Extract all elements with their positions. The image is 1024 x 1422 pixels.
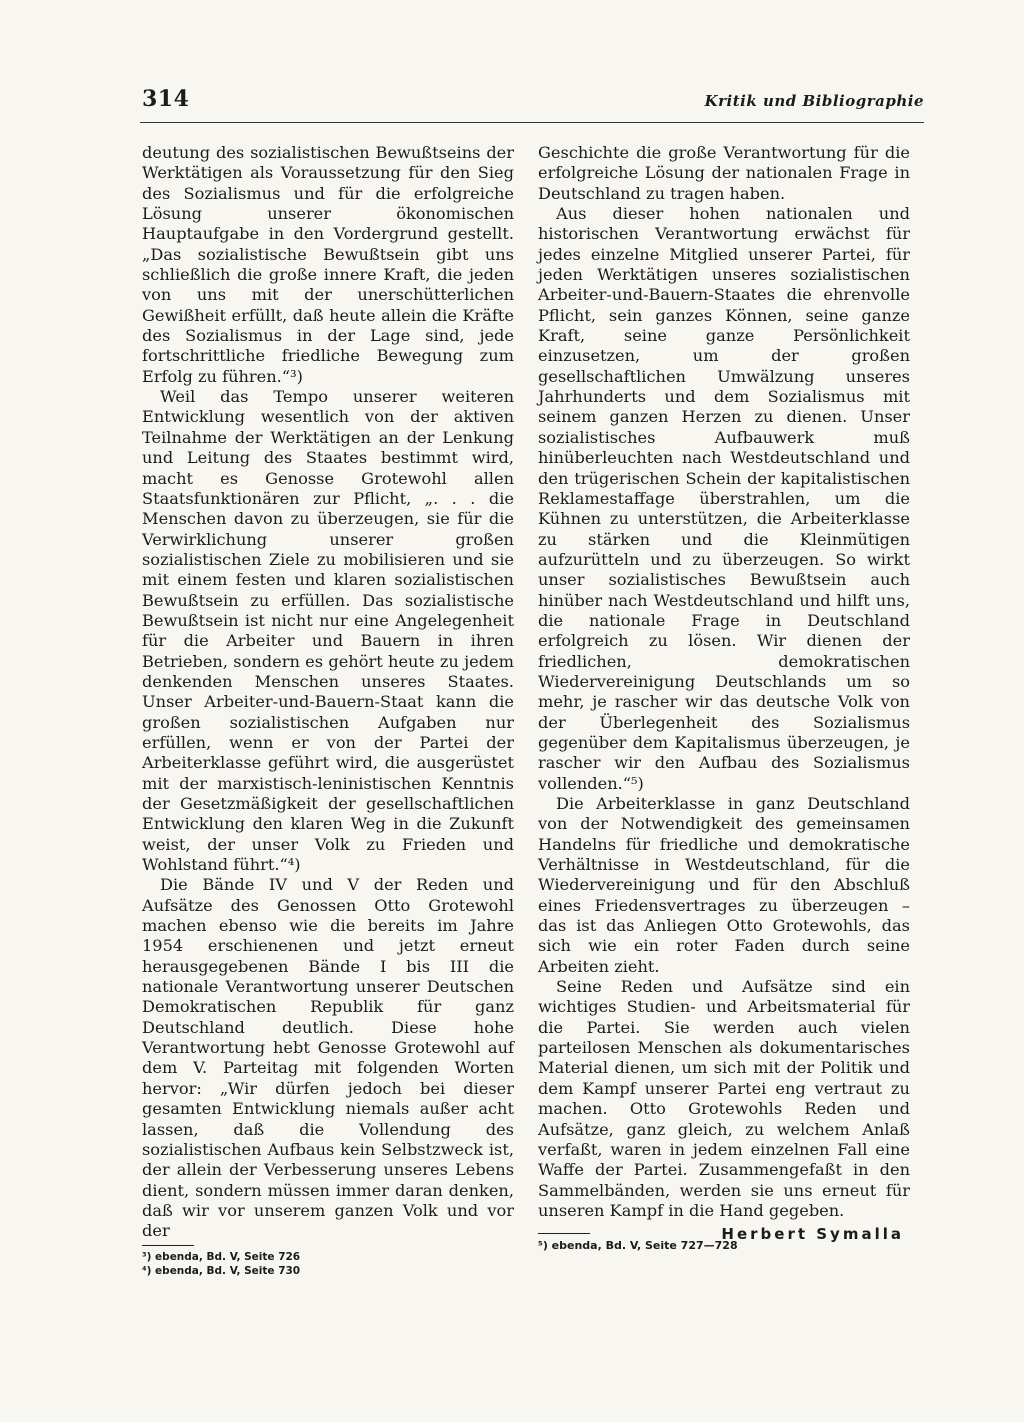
footnote-rule (142, 1245, 194, 1246)
paragraph: Seine Reden und Aufsätze sind ein wichtiges Studien- und Arbeitsmaterial für die Partei. Sie werden auch vielen parteilosen Menschen als dokumentarisches Material dienen, um sich mit der Politik und dem Kampf unserer Partei eng vertraut zu machen. Otto Grotewohls Reden und Aufsätze, ganz gleich, zu welchem Anlaß verfaßt, waren in jedem einzelnen Fall eine Waffe der Partei. Zusammengefaßt in den Sammelbänden, werden sie uns erneut für unseren Kampf in die Hand gegeben. (538, 977, 910, 1220)
paragraph: Aus dieser hohen nationalen und historischen Verantwortung erwächst für jedes einzelne Mitglied unserer Partei, für jeden Werktätigen unseres sozialistischen Arbeiter-und-Bauern-Staates die ehrenvolle Pflicht, sein ganzes Können, seine ganze Kraft, seine ganze Persönlichkeit einzusetzen, um der großen gesellschaftlichen Umwälzung unseres Jahrhunderts und dem Sozialismus mit seinem ganzen Herzen zu dienen. Unser sozialistisches Aufbauwerk muß hinüberleuchten nach Westdeutschland und den trügerischen Schein der kapitalistischen Reklamestaffage überstrahlen, um die Kühnen zu unterstützen, die Arbeiterklasse zu stärken und die Kleinmütigen aufzurütteln und zu überzeugen. So wirkt unser sozialistisches Bewußtsein auch hinüber nach Westdeutschland und hilft uns, die nationale Frage in Deutschland erfolgreich zu lösen. Wir dienen der friedlichen, demokratischen Wiedervereinigung Deutschlands um so mehr, je rascher wir das deutsche Volk von der Überlegenheit des Sozialismus gegenüber dem Kapitalismus überzeugen, je rascher wir den Aufbau des Sozialismus vollenden.“⁵) (538, 204, 910, 793)
header-rule (140, 122, 924, 123)
left-column (142, 143, 514, 1278)
footnote: ³) ebenda, Bd. V, Seite 726 (142, 1250, 301, 1263)
footnote: ⁵) ebenda, Bd. V, Seite 727—728 (538, 1239, 738, 1253)
footnote-rule (538, 1233, 590, 1234)
paragraph: Die Bände IV und V der Reden und Aufsätze des Genossen Otto Grotewohl machen ebenso wie die bereits im Jahre 1954 erschienenen und jetzt erneut herausgegebenen Bände I bis III die nationale Verantwortung unserer Deutschen Demokratischen Republik für ganz Deutschland deutlich. Diese hohe Verantwortung hebt Genosse Grotewohl auf dem V. Parteitag mit folgenden Worten hervor: „Wir dürfen jedoch bei dieser gesamten Entwicklung niemals außer acht lassen, daß die Vollendung des sozialistischen Aufbaus kein Selbstzweck ist, der allein der Verbesserung unseres Lebens dient, sondern müssen immer daran denken, daß wir vor unserem ganzen Volk und vor der (142, 875, 514, 1241)
footnotes (142, 1250, 514, 1278)
author-signature: Herbert Symalla (721, 1225, 904, 1244)
paragraph: Weil das Tempo unserer weiteren Entwicklung wesentlich von der aktiven Teilnahme der Werktätigen an der Lenkung und Leitung des Staates bestimmt wird, macht es Genosse Grotewohl allen Staatsfunktionären zur Pflicht, „. . . die Menschen davon zu überzeugen, sie für die Verwirklichung unserer großen sozialistischen Ziele zu mobilisieren und sie mit einem festen und klaren sozialistischen Bewußtsein zu erfüllen. Das sozialistische Bewußtsein ist nicht nur eine Angelegenheit für die Arbeiter und Bauern in ihren Betrieben, sondern es gehört heute zu jedem denkenden Menschen unseres Staates. Unser Arbeiter-und-Bauern-Staat kann die großen sozialistischen Aufgaben nur erfüllen, wenn er von der Partei der Arbeiterklasse geführt wird, die ausgerüstet mit der marxistisch-leninistischen Kenntnis der Gesetzmäßigkeit der gesellschaftlichen Entwicklung den klaren Weg in die Zukunft weist, der unser Volk zu Frieden und Wohlstand führt.“⁴) (142, 387, 514, 875)
running-head: Kritik und Bibliographie (704, 92, 924, 110)
paragraph: Die Arbeiterklasse in ganz Deutschland von der Notwendigkeit des gemeinsamen Handelns für friedliche und demokratische Verhältnisse in Westdeutschland, für die Wiedervereinigung und für den Abschluß eines Friedensvertrages zu überzeugen – das ist das Anliegen Otto Grotewohls, das sich wie ein roter Faden durch seine Arbeiten zieht. (538, 794, 910, 976)
page-number: 314 (142, 86, 190, 112)
paragraph: deutung des sozialistischen Bewußtseins der Werktätigen als Voraussetzung für den Sieg des Sozialismus und für die erfolgreiche Lösung unserer ökonomischen Hauptaufgabe in den Vordergrund gestellt. „Das sozialistische Bewußtsein gibt uns schließlich die große innere Kraft, die jeden von uns mit der unerschütterlichen Gewißheit erfüllt, daß heute allein die Kräfte des Sozialismus in der Lage sind, jede fortschrittliche friedliche Bewegung zum Erfolg zu führen.“³) (142, 143, 514, 386)
right-column (538, 143, 910, 1253)
paragraph: Geschichte die große Verantwortung für die erfolgreiche Lösung der nationalen Frage in Deutschland zu tragen haben. (538, 143, 910, 203)
footnote: ⁴) ebenda, Bd. V, Seite 730 (142, 1264, 301, 1277)
